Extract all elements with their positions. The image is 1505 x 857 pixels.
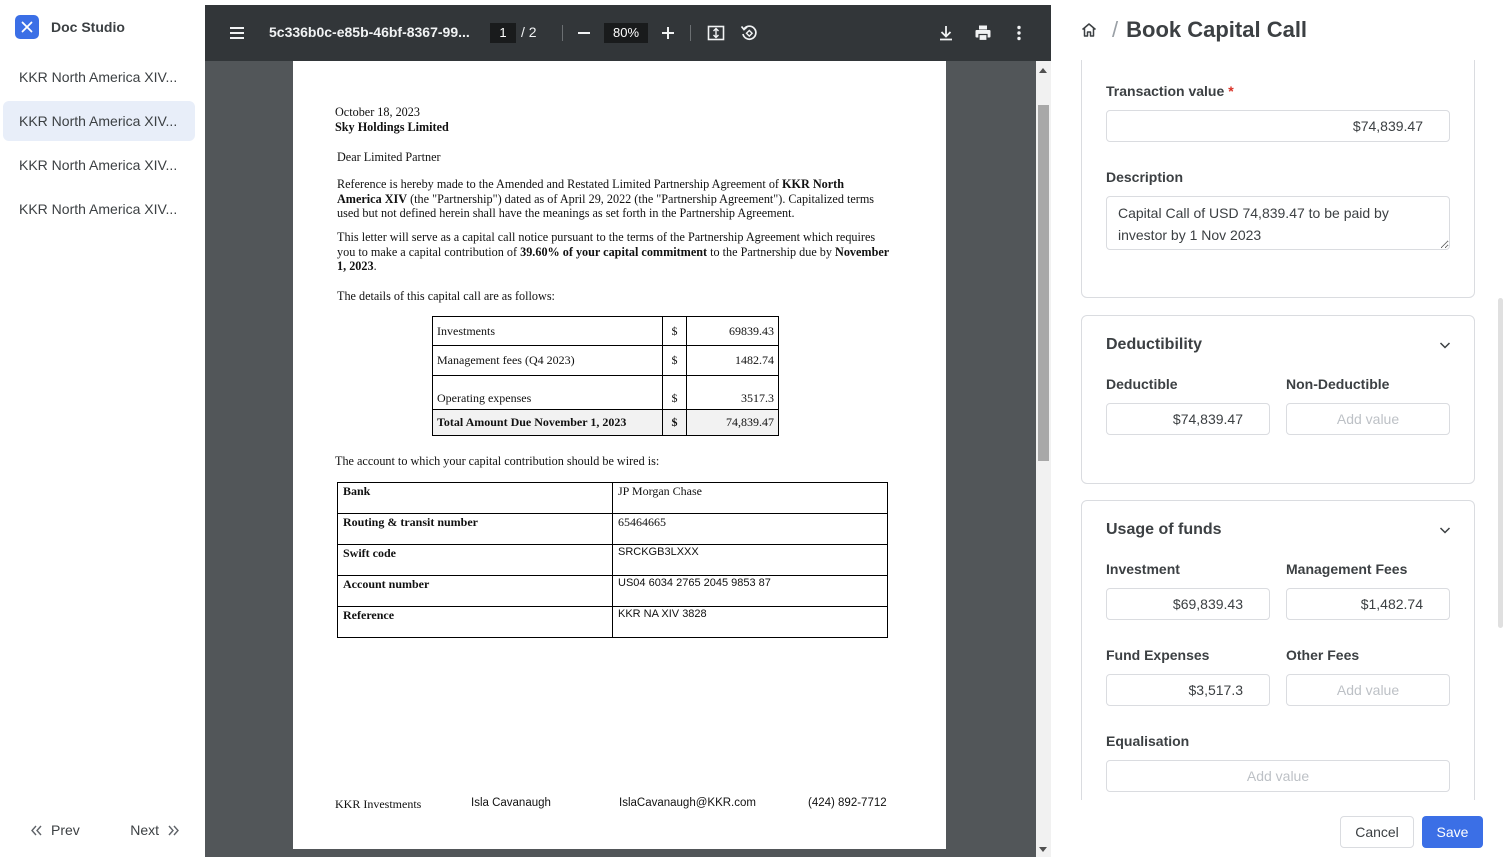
investment-input[interactable]	[1106, 588, 1270, 620]
row-currency: $	[663, 376, 687, 410]
zoom-out-icon[interactable]	[572, 21, 596, 45]
description-label: Description	[1106, 169, 1184, 185]
transaction-value-label: Transaction value *	[1106, 83, 1234, 99]
form-header	[1080, 16, 1307, 44]
page-title: Book Capital Call	[1126, 17, 1308, 42]
deductible-label: Deductible	[1106, 376, 1178, 392]
usage-of-funds-title: Usage of funds	[1106, 521, 1222, 538]
scroll-down-arrow-icon[interactable]	[1039, 847, 1047, 852]
other-fees-input[interactable]	[1286, 674, 1450, 706]
table-row	[433, 346, 779, 376]
deductibility-title: Deductibility	[1106, 336, 1203, 353]
page-total: / 2	[521, 24, 537, 40]
pdf-scrollbar-thumb[interactable]	[1038, 105, 1049, 461]
row-value: JP Morgan Chase	[613, 483, 888, 514]
row-label: Operating expenses	[433, 376, 663, 410]
row-label: Management fees (Q4 2023)	[433, 346, 663, 376]
pdf-file-title: 5c336b0c-e85b-46bf-8367-99...	[269, 24, 470, 40]
double-chevron-left-icon	[30, 824, 43, 837]
row-key: Swift code	[338, 545, 613, 576]
table-row	[433, 376, 779, 410]
brand	[15, 15, 125, 39]
row-key: Bank	[338, 483, 613, 514]
pdf-page	[293, 61, 946, 849]
scroll-up-arrow-icon[interactable]	[1039, 68, 1047, 73]
deductible-input[interactable]	[1106, 403, 1270, 435]
bank-details-table	[337, 482, 888, 638]
investment-label: Investment	[1106, 561, 1180, 577]
transaction-card	[1081, 60, 1475, 298]
row-label: Total Amount Due November 1, 2023	[433, 410, 663, 436]
equalisation-label: Equalisation	[1106, 733, 1190, 749]
row-value: 65464665	[613, 514, 888, 545]
row-currency: $	[663, 317, 687, 346]
footer-contact: Isla Cavanaugh	[471, 797, 551, 809]
page-number-input[interactable]: 1	[490, 23, 516, 43]
download-icon[interactable]	[934, 21, 958, 45]
fund-expenses-input[interactable]	[1106, 674, 1270, 706]
table-row	[338, 607, 888, 638]
equalisation-input[interactable]	[1106, 760, 1450, 792]
print-icon[interactable]	[971, 21, 995, 45]
app-name: Doc Studio	[51, 19, 125, 35]
row-value: SRCKGB3LXXX	[613, 545, 888, 576]
other-fees-label: Other Fees	[1286, 647, 1360, 663]
row-key: Routing & transit number	[338, 514, 613, 545]
row-amount: 3517.3	[687, 376, 779, 410]
table-row-total	[433, 410, 779, 436]
row-value: US04 6034 2765 2045 9853 87	[613, 576, 888, 607]
chevron-down-icon[interactable]	[1438, 523, 1452, 537]
rotate-icon[interactable]	[737, 21, 761, 45]
letter-addressee: Sky Holdings Limited	[335, 120, 449, 134]
prev-button[interactable]	[30, 822, 80, 838]
non-deductible-label: Non-Deductible	[1286, 376, 1390, 392]
next-label: Next	[130, 822, 159, 838]
close-icon[interactable]	[15, 15, 39, 39]
sidebar	[0, 0, 205, 857]
row-amount: 74,839.47	[687, 410, 779, 436]
deductibility-card	[1081, 315, 1475, 484]
toolbar-divider	[690, 25, 691, 41]
row-label: Investments	[433, 317, 663, 346]
breadcrumb-separator: /	[1112, 17, 1119, 42]
footer-phone: (424) 892-7712	[808, 797, 887, 809]
row-amount: 1482.74	[687, 346, 779, 376]
capital-call-table	[432, 316, 779, 436]
more-options-icon[interactable]	[1007, 21, 1031, 45]
transaction-value-input[interactable]	[1106, 110, 1450, 142]
table-row	[338, 545, 888, 576]
footer-company: KKR Investments	[335, 797, 422, 811]
letter-paragraph-1: Reference is hereby made to the Amended and Restated Limited Partnership Agreement of KKR North America XIV (the "Partnership") dated as of April 29, 2022 (the "Partnership Agreement"). Capitalized terms used but not defined herein shall have the meanings as set forth in the Partnership Agreement.	[337, 177, 875, 220]
chevron-down-icon[interactable]	[1438, 338, 1452, 352]
details-intro: The details of this capital call are as follows:	[337, 289, 555, 303]
document-list	[3, 57, 195, 233]
document-list-item-active[interactable]: KKR North America XIV...	[3, 101, 195, 141]
cancel-button[interactable]: Cancel	[1340, 816, 1414, 848]
double-chevron-right-icon	[167, 824, 180, 837]
home-icon[interactable]	[1080, 21, 1098, 39]
form-scrollbar[interactable]	[1498, 60, 1505, 800]
description-textarea[interactable]	[1106, 196, 1450, 250]
table-row	[433, 317, 779, 346]
row-value: KKR NA XIV 3828	[613, 607, 888, 638]
usage-of-funds-card	[1081, 500, 1475, 800]
form-scroll-area	[1062, 60, 1505, 800]
row-key: Account number	[338, 576, 613, 607]
document-list-item[interactable]: KKR North America XIV...	[19, 157, 178, 173]
zoom-level-input[interactable]: 80%	[604, 23, 648, 43]
zoom-in-icon[interactable]	[656, 21, 680, 45]
toolbar-divider	[562, 25, 563, 41]
row-key: Reference	[338, 607, 613, 638]
next-button[interactable]	[130, 822, 180, 838]
row-amount: 69839.43	[687, 317, 779, 346]
save-button[interactable]: Save	[1422, 816, 1483, 848]
row-currency: $	[663, 346, 687, 376]
fit-to-page-icon[interactable]	[704, 21, 728, 45]
row-currency: $	[663, 410, 687, 436]
fund-expenses-label: Fund Expenses	[1106, 647, 1210, 663]
document-list-item[interactable]: KKR North America XIV...	[19, 69, 178, 85]
table-row	[338, 576, 888, 607]
letter-salutation: Dear Limited Partner	[337, 150, 441, 164]
management-fees-input[interactable]	[1286, 588, 1450, 620]
pager	[30, 822, 180, 838]
form-scrollbar-thumb[interactable]	[1498, 298, 1503, 628]
pdf-scrollbar[interactable]	[1036, 61, 1051, 857]
pdf-toolbar	[205, 5, 1051, 61]
prev-label: Prev	[51, 822, 80, 838]
pdf-viewer	[205, 5, 1051, 857]
document-list-item[interactable]: KKR North America XIV...	[19, 201, 178, 217]
non-deductible-input[interactable]	[1286, 403, 1450, 435]
letter-date: October 18, 2023	[335, 105, 420, 119]
management-fees-label: Management Fees	[1286, 561, 1408, 577]
table-row	[338, 483, 888, 514]
required-mark: *	[1228, 83, 1234, 99]
menu-icon[interactable]	[225, 21, 249, 45]
footer-email: IslaCavanaugh@KKR.com	[619, 797, 756, 809]
wire-intro: The account to which your capital contribution should be wired is:	[335, 454, 660, 468]
letter-paragraph-2: This letter will serve as a capital call notice pursuant to the terms of the Partnership Agreement which requires you to make a capital contribution of 39.60% of your capital commitment to the Partnership due by November 1, 2023.	[337, 230, 889, 273]
table-row	[338, 514, 888, 545]
